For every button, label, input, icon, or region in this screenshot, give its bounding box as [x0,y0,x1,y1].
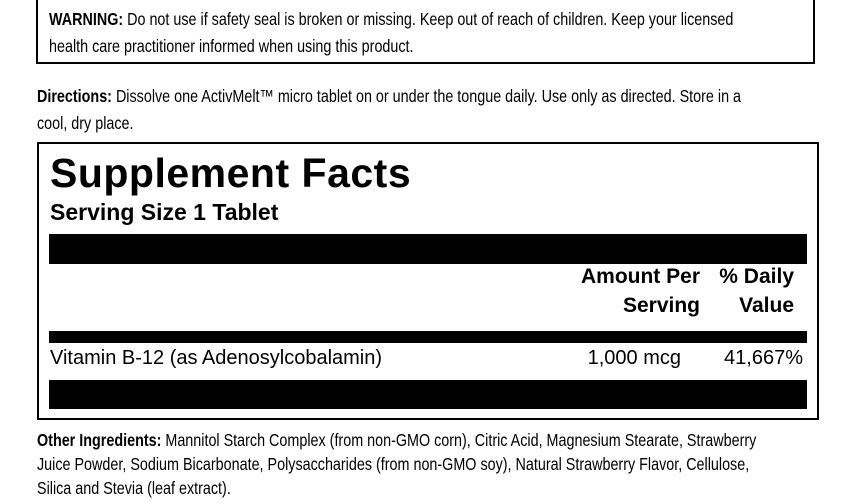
warning-label: WARNING: [49,9,124,29]
dv-header-line-2: Value [739,294,794,317]
thick-divider-top [49,234,807,264]
amount-header-line-2: Serving [622,294,700,317]
other-ingredients-line-1 [37,428,756,452]
other-ingredients-text-2: Juice Powder, Sodium Bicarbonate, Polysaccharides (from non-GMO soy), Natural Strawberry Flavor, Cellulose, [37,454,750,474]
supplement-facts-panel [37,142,819,420]
thick-divider-middle [49,331,807,343]
directions-line-1 [37,83,741,110]
other-ingredients-text-3: Silica and Stevia (leaf extract). [37,478,231,498]
directions-text-2: cool, dry place. [37,113,134,133]
warning-line-2 [49,33,414,60]
thick-divider-bottom [49,380,807,409]
nutrient-amount: 1,000 mcg [587,347,681,369]
warning-line-1 [49,6,733,33]
warning-text-1: Do not use if safety seal is broken or missing. Keep out of reach of children. Keep your licensed [123,9,734,29]
warning-text-2: health care practitioner informed when using this product. [49,36,414,56]
directions-section [37,83,827,137]
serving-size: Serving Size 1 Tablet [50,199,279,225]
facts-title: Supplement Facts [50,150,412,196]
other-ingredients-line-2 [37,452,749,476]
other-ingredients-line-3 [37,476,231,500]
other-ingredients-label: Other Ingredients: [37,430,162,450]
nutrient-name: Vitamin B-12 (as Adenosylcobalamin) [50,347,383,369]
nutrient-daily-value: 41,667% [724,347,803,369]
amount-header-line-1: Amount Per [580,265,700,288]
dv-header-line-1: % Daily [719,265,794,288]
warning-box [36,0,815,64]
directions-label: Directions: [37,86,112,106]
daily-value-header [719,262,794,320]
other-ingredients-section [37,428,827,500]
amount-per-serving-header [581,262,700,320]
directions-line-2 [37,110,134,137]
other-ingredients-text-1: Mannitol Starch Complex (from non-GMO corn), Citric Acid, Magnesium Stearate, Strawberry [161,430,757,450]
directions-text-1: Dissolve one ActivMelt™ micro tablet on or under the tongue daily. Use only as directed. Store in a [111,86,742,106]
